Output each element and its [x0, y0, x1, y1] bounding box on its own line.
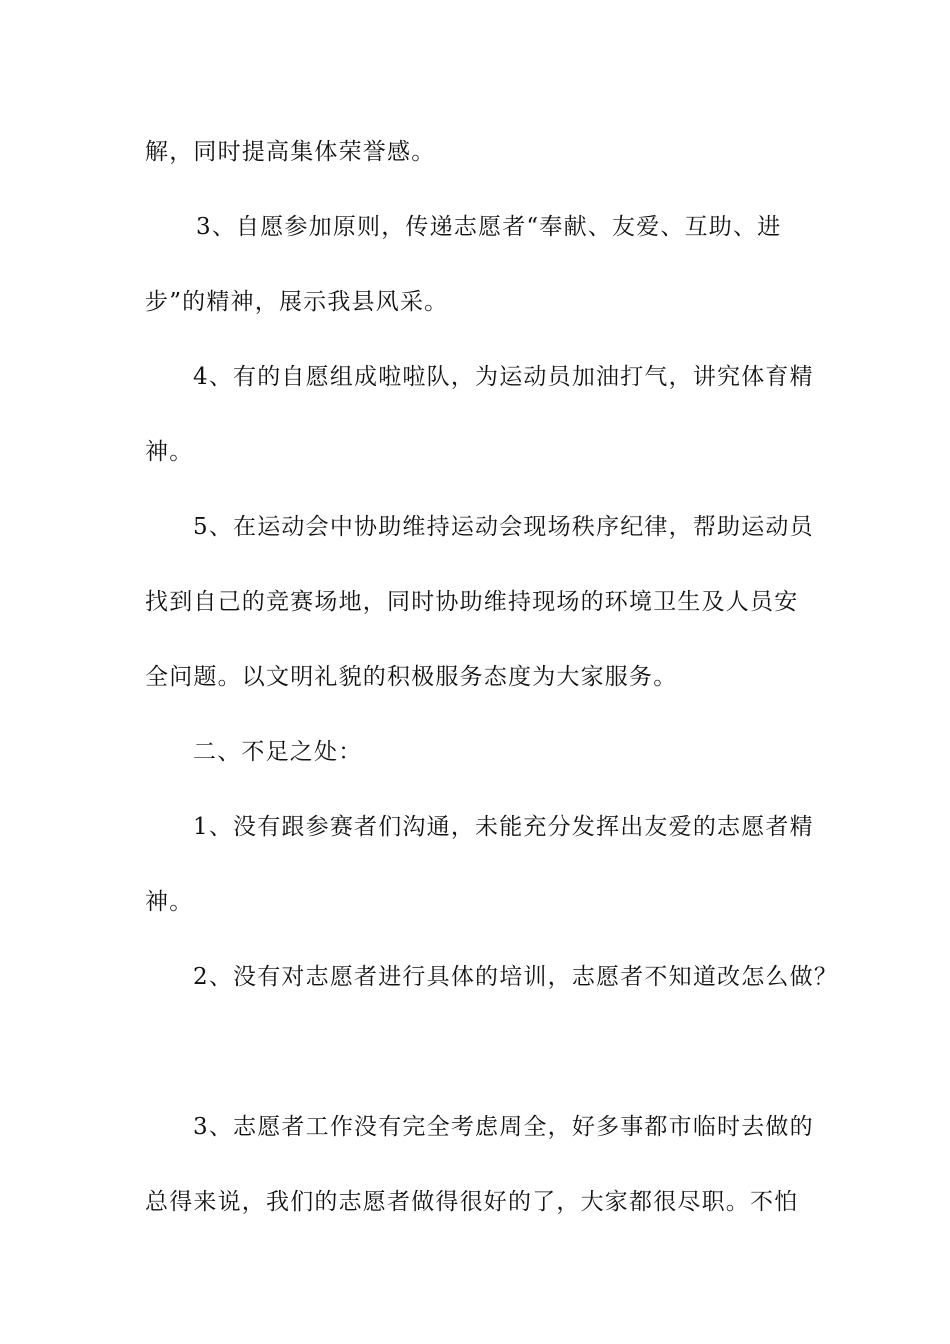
section-heading: 二、不足之处：	[193, 739, 363, 765]
text-line: 4、有的自愿组成啦啦队，为运动员加油打气，讲究体育精	[193, 364, 814, 390]
text-line: 3、自愿参加原则，传递志愿者“奉献、友爱、互助、进	[196, 214, 782, 240]
text-line: 找到自己的竞赛场地，同时协助维持现场的环境卫生及人员安	[145, 589, 799, 615]
text-line: 5、在运动会中协助维持运动会现场秩序纪律，帮助运动员	[193, 514, 814, 540]
text-line: 全问题。以文明礼貌的积极服务态度为大家服务。	[145, 664, 678, 690]
text-line: 步”的精神，展示我县风采。	[145, 289, 449, 315]
text-line: 解，同时提高集体荣誉感。	[145, 139, 436, 165]
text-line: 3、志愿者工作没有完全考虑周全，好多事都市临时去做的	[193, 1114, 814, 1140]
text-line: 1、没有跟参赛者们沟通，未能充分发挥出友爱的志愿者精	[193, 814, 814, 840]
text-line: 2、没有对志愿者进行具体的培训，志愿者不知道改怎么做？	[193, 964, 839, 990]
text-line: 总得来说，我们的志愿者做得很好的了，大家都很尽职。不怕	[145, 1189, 799, 1215]
text-line: 神。	[145, 889, 194, 915]
text-line: 神。	[145, 439, 194, 465]
